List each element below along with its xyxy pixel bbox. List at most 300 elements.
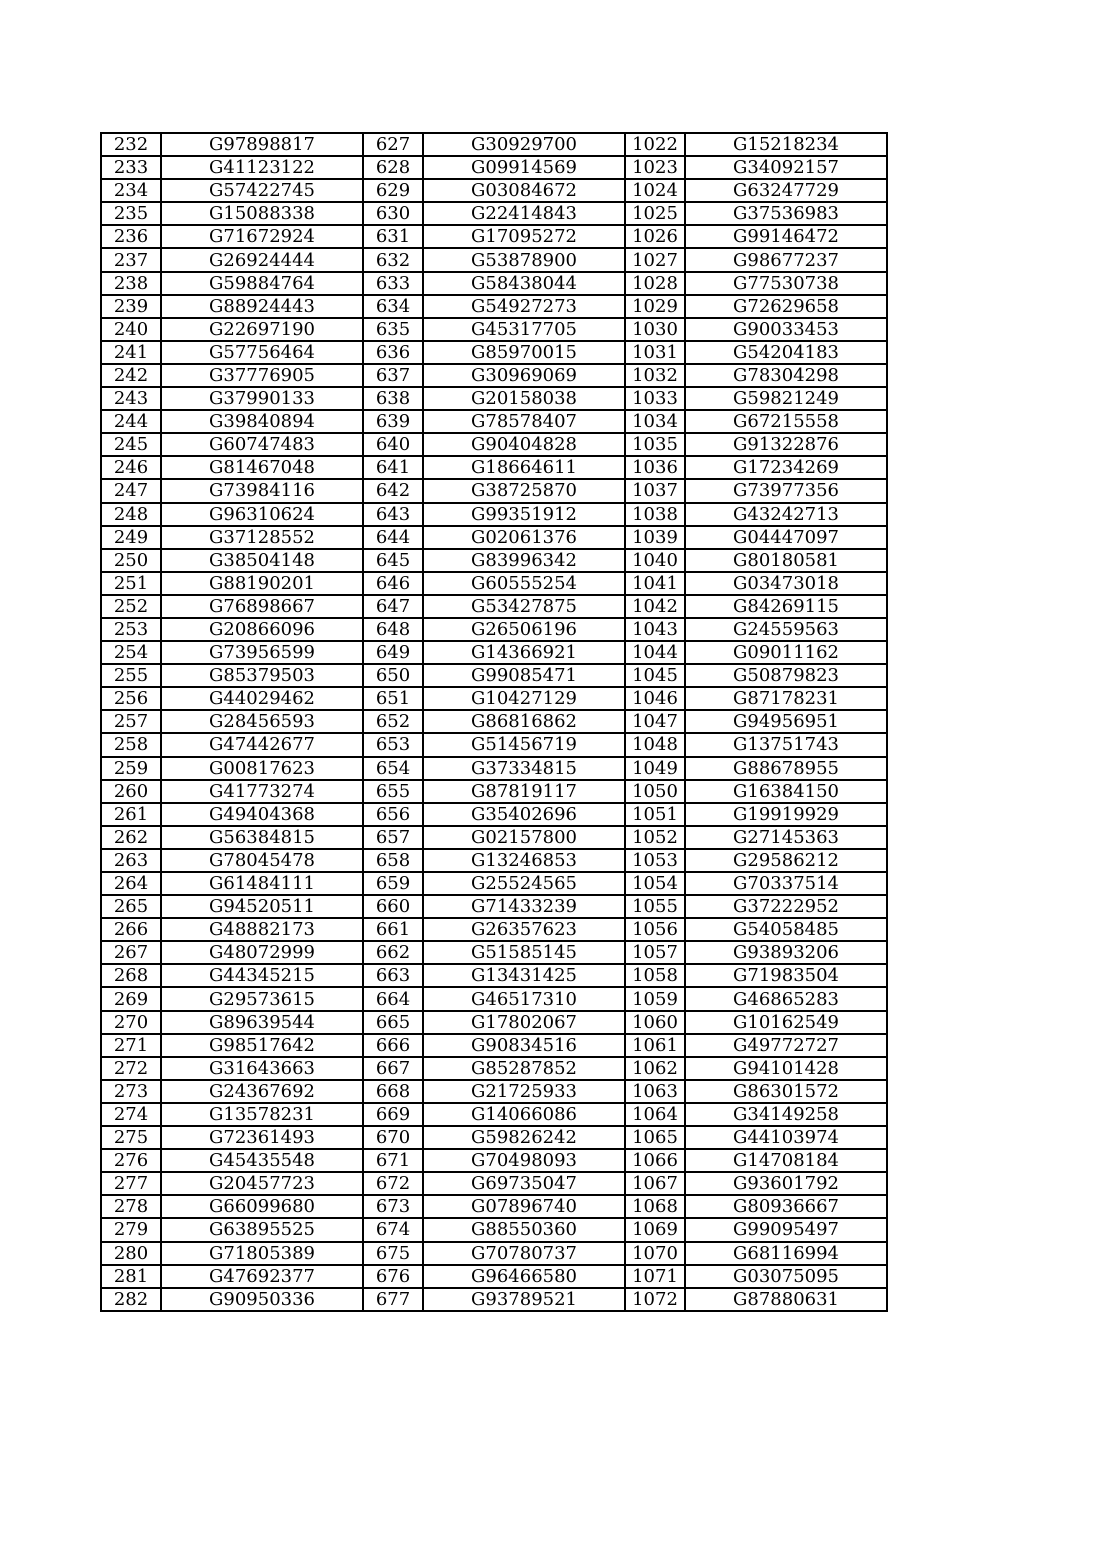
table-row (101, 826, 887, 849)
row-number-cell: 1055 (625, 895, 685, 918)
code-cell: G03075095 (685, 1265, 887, 1288)
row-number-cell: 1072 (625, 1288, 685, 1311)
code-cell: G93601792 (685, 1172, 887, 1195)
code-cell: G25524565 (423, 872, 625, 895)
row-number-cell: 631 (363, 225, 423, 248)
code-cell: G16384150 (685, 780, 887, 803)
row-number-cell: 1023 (625, 156, 685, 179)
code-cell: G69735047 (423, 1172, 625, 1195)
row-number-cell: 647 (363, 595, 423, 618)
table-row (101, 780, 887, 803)
code-cell: G87819117 (423, 780, 625, 803)
code-cell: G46865283 (685, 987, 887, 1010)
code-cell: G46517310 (423, 987, 625, 1010)
code-cell: G37776905 (161, 364, 363, 387)
code-cell: G37334815 (423, 757, 625, 780)
code-cell: G78304298 (685, 364, 887, 387)
row-number-cell: 232 (101, 133, 161, 156)
code-cell: G18664611 (423, 456, 625, 479)
code-cell: G71672924 (161, 225, 363, 248)
row-number-cell: 658 (363, 849, 423, 872)
code-cell: G63895525 (161, 1218, 363, 1241)
row-number-cell: 667 (363, 1057, 423, 1080)
code-cell: G38504148 (161, 549, 363, 572)
row-number-cell: 662 (363, 941, 423, 964)
row-number-cell: 654 (363, 757, 423, 780)
row-number-cell: 650 (363, 664, 423, 687)
row-number-cell: 260 (101, 780, 161, 803)
code-cell: G30969069 (423, 364, 625, 387)
code-cell: G14708184 (685, 1149, 887, 1172)
table-row (101, 1080, 887, 1103)
code-cell: G90404828 (423, 433, 625, 456)
code-cell: G27145363 (685, 826, 887, 849)
row-number-cell: 1025 (625, 202, 685, 225)
table-row (101, 179, 887, 202)
row-number-cell: 656 (363, 803, 423, 826)
row-number-cell: 628 (363, 156, 423, 179)
row-number-cell: 1064 (625, 1103, 685, 1126)
code-cell: G70780737 (423, 1242, 625, 1265)
row-number-cell: 638 (363, 387, 423, 410)
code-cell: G60555254 (423, 572, 625, 595)
row-number-cell: 634 (363, 295, 423, 318)
table-row (101, 503, 887, 526)
code-cell: G90950336 (161, 1288, 363, 1311)
table-row (101, 618, 887, 641)
row-number-cell: 251 (101, 572, 161, 595)
code-cell: G72629658 (685, 295, 887, 318)
row-number-cell: 1031 (625, 341, 685, 364)
code-cell: G09011162 (685, 641, 887, 664)
row-number-cell: 1028 (625, 272, 685, 295)
code-cell: G09914569 (423, 156, 625, 179)
code-cell: G72361493 (161, 1126, 363, 1149)
table-row (101, 410, 887, 433)
code-cell: G91322876 (685, 433, 887, 456)
row-number-cell: 1050 (625, 780, 685, 803)
code-cell: G14366921 (423, 641, 625, 664)
row-number-cell: 666 (363, 1034, 423, 1057)
code-cell: G88924443 (161, 295, 363, 318)
code-cell: G17234269 (685, 456, 887, 479)
table-row (101, 387, 887, 410)
row-number-cell: 1042 (625, 595, 685, 618)
table-row (101, 133, 887, 156)
code-table (100, 132, 888, 1312)
table-row (101, 1218, 887, 1241)
code-cell: G54058485 (685, 918, 887, 941)
row-number-cell: 282 (101, 1288, 161, 1311)
table-row (101, 1034, 887, 1057)
row-number-cell: 261 (101, 803, 161, 826)
table-row (101, 757, 887, 780)
row-number-cell: 271 (101, 1034, 161, 1057)
code-cell: G34149258 (685, 1103, 887, 1126)
row-number-cell: 259 (101, 757, 161, 780)
code-cell: G93893206 (685, 941, 887, 964)
row-number-cell: 646 (363, 572, 423, 595)
row-number-cell: 239 (101, 295, 161, 318)
code-cell: G61484111 (161, 872, 363, 895)
row-number-cell: 657 (363, 826, 423, 849)
code-cell: G26506196 (423, 618, 625, 641)
table-row (101, 1242, 887, 1265)
row-number-cell: 1065 (625, 1126, 685, 1149)
code-cell: G77530738 (685, 272, 887, 295)
table-row (101, 987, 887, 1010)
table-row (101, 918, 887, 941)
code-cell: G37536983 (685, 202, 887, 225)
code-cell: G17802067 (423, 1011, 625, 1034)
code-cell: G88550360 (423, 1218, 625, 1241)
code-cell: G44103974 (685, 1126, 887, 1149)
table-row (101, 641, 887, 664)
code-cell: G29586212 (685, 849, 887, 872)
table-row (101, 964, 887, 987)
code-cell: G85379503 (161, 664, 363, 687)
row-number-cell: 1067 (625, 1172, 685, 1195)
row-number-cell: 1071 (625, 1265, 685, 1288)
row-number-cell: 1051 (625, 803, 685, 826)
row-number-cell: 248 (101, 503, 161, 526)
row-number-cell: 1060 (625, 1011, 685, 1034)
row-number-cell: 639 (363, 410, 423, 433)
code-cell: G24367692 (161, 1080, 363, 1103)
code-cell: G85287852 (423, 1057, 625, 1080)
table-row (101, 1172, 887, 1195)
row-number-cell: 642 (363, 479, 423, 502)
table-row (101, 1149, 887, 1172)
code-cell: G88190201 (161, 572, 363, 595)
row-number-cell: 655 (363, 780, 423, 803)
row-number-cell: 1022 (625, 133, 685, 156)
row-number-cell: 1053 (625, 849, 685, 872)
row-number-cell: 246 (101, 456, 161, 479)
row-number-cell: 673 (363, 1195, 423, 1218)
table-row (101, 341, 887, 364)
code-cell: G71805389 (161, 1242, 363, 1265)
row-number-cell: 1035 (625, 433, 685, 456)
row-number-cell: 661 (363, 918, 423, 941)
code-cell: G53427875 (423, 595, 625, 618)
row-number-cell: 1048 (625, 733, 685, 756)
table-row (101, 1126, 887, 1149)
row-number-cell: 244 (101, 410, 161, 433)
row-number-cell: 1057 (625, 941, 685, 964)
table-row (101, 295, 887, 318)
code-cell: G51456719 (423, 733, 625, 756)
code-cell: G85970015 (423, 341, 625, 364)
row-number-cell: 663 (363, 964, 423, 987)
table-row (101, 272, 887, 295)
row-number-cell: 629 (363, 179, 423, 202)
code-cell: G99351912 (423, 503, 625, 526)
code-cell: G81467048 (161, 456, 363, 479)
code-cell: G59826242 (423, 1126, 625, 1149)
row-number-cell: 1066 (625, 1149, 685, 1172)
row-number-cell: 1034 (625, 410, 685, 433)
code-cell: G19919929 (685, 803, 887, 826)
row-number-cell: 674 (363, 1218, 423, 1241)
row-number-cell: 268 (101, 964, 161, 987)
row-number-cell: 632 (363, 248, 423, 271)
row-number-cell: 265 (101, 895, 161, 918)
code-cell: G21725933 (423, 1080, 625, 1103)
row-number-cell: 1029 (625, 295, 685, 318)
code-cell: G41123122 (161, 156, 363, 179)
row-number-cell: 659 (363, 872, 423, 895)
table-row (101, 364, 887, 387)
code-cell: G87178231 (685, 687, 887, 710)
code-cell: G03473018 (685, 572, 887, 595)
code-cell: G50879823 (685, 664, 887, 687)
table-row (101, 941, 887, 964)
table-row (101, 479, 887, 502)
code-cell: G39840894 (161, 410, 363, 433)
row-number-cell: 1059 (625, 987, 685, 1010)
row-number-cell: 637 (363, 364, 423, 387)
row-number-cell: 243 (101, 387, 161, 410)
row-number-cell: 670 (363, 1126, 423, 1149)
table-row (101, 572, 887, 595)
row-number-cell: 1054 (625, 872, 685, 895)
row-number-cell: 1026 (625, 225, 685, 248)
code-cell: G03084672 (423, 179, 625, 202)
row-number-cell: 234 (101, 179, 161, 202)
code-cell: G73977356 (685, 479, 887, 502)
code-cell: G70498093 (423, 1149, 625, 1172)
row-number-cell: 1038 (625, 503, 685, 526)
row-number-cell: 242 (101, 364, 161, 387)
code-cell: G97898817 (161, 133, 363, 156)
table-row (101, 849, 887, 872)
code-cell: G94520511 (161, 895, 363, 918)
code-cell: G31643663 (161, 1057, 363, 1080)
row-number-cell: 272 (101, 1057, 161, 1080)
row-number-cell: 643 (363, 503, 423, 526)
code-cell: G29573615 (161, 987, 363, 1010)
code-cell: G67215558 (685, 410, 887, 433)
code-cell: G59884764 (161, 272, 363, 295)
row-number-cell: 635 (363, 318, 423, 341)
code-cell: G98677237 (685, 248, 887, 271)
row-number-cell: 257 (101, 710, 161, 733)
row-number-cell: 278 (101, 1195, 161, 1218)
code-cell: G58438044 (423, 272, 625, 295)
code-cell: G26924444 (161, 248, 363, 271)
table-row (101, 664, 887, 687)
row-number-cell: 276 (101, 1149, 161, 1172)
code-cell: G15088338 (161, 202, 363, 225)
code-cell: G14066086 (423, 1103, 625, 1126)
table-row (101, 733, 887, 756)
code-cell: G96310624 (161, 503, 363, 526)
row-number-cell: 263 (101, 849, 161, 872)
code-cell: G66099680 (161, 1195, 363, 1218)
code-cell: G70337514 (685, 872, 887, 895)
code-cell: G93789521 (423, 1288, 625, 1311)
code-cell: G07896740 (423, 1195, 625, 1218)
row-number-cell: 665 (363, 1011, 423, 1034)
code-cell: G80180581 (685, 549, 887, 572)
code-cell: G54927273 (423, 295, 625, 318)
code-cell: G57422745 (161, 179, 363, 202)
row-number-cell: 1040 (625, 549, 685, 572)
row-number-cell: 1063 (625, 1080, 685, 1103)
row-number-cell: 1027 (625, 248, 685, 271)
code-cell: G10427129 (423, 687, 625, 710)
code-cell: G37990133 (161, 387, 363, 410)
row-number-cell: 1047 (625, 710, 685, 733)
table-row (101, 1195, 887, 1218)
row-number-cell: 266 (101, 918, 161, 941)
code-cell: G99095497 (685, 1218, 887, 1241)
code-cell: G35402696 (423, 803, 625, 826)
table-row (101, 1103, 887, 1126)
table-row (101, 595, 887, 618)
row-number-cell: 262 (101, 826, 161, 849)
row-number-cell: 1061 (625, 1034, 685, 1057)
code-cell: G48882173 (161, 918, 363, 941)
row-number-cell: 240 (101, 318, 161, 341)
row-number-cell: 676 (363, 1265, 423, 1288)
row-number-cell: 277 (101, 1172, 161, 1195)
code-cell: G13578231 (161, 1103, 363, 1126)
row-number-cell: 256 (101, 687, 161, 710)
row-number-cell: 668 (363, 1080, 423, 1103)
code-cell: G60747483 (161, 433, 363, 456)
row-number-cell: 235 (101, 202, 161, 225)
row-number-cell: 1032 (625, 364, 685, 387)
table-row (101, 1288, 887, 1311)
row-number-cell: 245 (101, 433, 161, 456)
code-cell: G76898667 (161, 595, 363, 618)
table-row (101, 456, 887, 479)
row-number-cell: 254 (101, 641, 161, 664)
row-number-cell: 1037 (625, 479, 685, 502)
code-cell: G28456593 (161, 710, 363, 733)
code-cell: G04447097 (685, 526, 887, 549)
code-cell: G99146472 (685, 225, 887, 248)
code-table-body (101, 133, 887, 1311)
code-cell: G44345215 (161, 964, 363, 987)
row-number-cell: 241 (101, 341, 161, 364)
row-number-cell: 649 (363, 641, 423, 664)
row-number-cell: 1052 (625, 826, 685, 849)
row-number-cell: 264 (101, 872, 161, 895)
row-number-cell: 279 (101, 1218, 161, 1241)
code-cell: G86301572 (685, 1080, 887, 1103)
code-cell: G94956951 (685, 710, 887, 733)
code-cell: G87880631 (685, 1288, 887, 1311)
code-cell: G20457723 (161, 1172, 363, 1195)
row-number-cell: 1043 (625, 618, 685, 641)
code-cell: G10162549 (685, 1011, 887, 1034)
code-cell: G78578407 (423, 410, 625, 433)
code-cell: G90033453 (685, 318, 887, 341)
row-number-cell: 627 (363, 133, 423, 156)
code-cell: G88678955 (685, 757, 887, 780)
row-number-cell: 274 (101, 1103, 161, 1126)
row-number-cell: 677 (363, 1288, 423, 1311)
row-number-cell: 640 (363, 433, 423, 456)
code-cell: G98517642 (161, 1034, 363, 1057)
code-cell: G86816862 (423, 710, 625, 733)
table-row (101, 433, 887, 456)
code-cell: G38725870 (423, 479, 625, 502)
row-number-cell: 653 (363, 733, 423, 756)
code-cell: G20866096 (161, 618, 363, 641)
code-cell: G37128552 (161, 526, 363, 549)
code-cell: G68116994 (685, 1242, 887, 1265)
row-number-cell: 280 (101, 1242, 161, 1265)
row-number-cell: 671 (363, 1149, 423, 1172)
code-cell: G15218234 (685, 133, 887, 156)
table-row (101, 803, 887, 826)
row-number-cell: 1058 (625, 964, 685, 987)
code-cell: G48072999 (161, 941, 363, 964)
code-cell: G17095272 (423, 225, 625, 248)
row-number-cell: 641 (363, 456, 423, 479)
code-cell: G22414843 (423, 202, 625, 225)
row-number-cell: 648 (363, 618, 423, 641)
row-number-cell: 269 (101, 987, 161, 1010)
code-cell: G94101428 (685, 1057, 887, 1080)
code-cell: G56384815 (161, 826, 363, 849)
row-number-cell: 1039 (625, 526, 685, 549)
code-cell: G20158038 (423, 387, 625, 410)
row-number-cell: 633 (363, 272, 423, 295)
code-cell: G24559563 (685, 618, 887, 641)
code-cell: G22697190 (161, 318, 363, 341)
row-number-cell: 247 (101, 479, 161, 502)
table-row (101, 1057, 887, 1080)
row-number-cell: 237 (101, 248, 161, 271)
code-cell: G57756464 (161, 341, 363, 364)
table-row (101, 526, 887, 549)
row-number-cell: 253 (101, 618, 161, 641)
row-number-cell: 1030 (625, 318, 685, 341)
table-row (101, 872, 887, 895)
row-number-cell: 652 (363, 710, 423, 733)
code-cell: G53878900 (423, 248, 625, 271)
code-cell: G47692377 (161, 1265, 363, 1288)
row-number-cell: 644 (363, 526, 423, 549)
row-number-cell: 233 (101, 156, 161, 179)
code-cell: G00817623 (161, 757, 363, 780)
row-number-cell: 273 (101, 1080, 161, 1103)
row-number-cell: 1070 (625, 1242, 685, 1265)
row-number-cell: 238 (101, 272, 161, 295)
row-number-cell: 275 (101, 1126, 161, 1149)
row-number-cell: 1068 (625, 1195, 685, 1218)
row-number-cell: 675 (363, 1242, 423, 1265)
code-cell: G37222952 (685, 895, 887, 918)
code-cell: G49772727 (685, 1034, 887, 1057)
row-number-cell: 1045 (625, 664, 685, 687)
row-number-cell: 1069 (625, 1218, 685, 1241)
code-cell: G84269115 (685, 595, 887, 618)
table-row (101, 1011, 887, 1034)
row-number-cell: 636 (363, 341, 423, 364)
table-row (101, 248, 887, 271)
code-cell: G59821249 (685, 387, 887, 410)
code-cell: G78045478 (161, 849, 363, 872)
row-number-cell: 1046 (625, 687, 685, 710)
code-cell: G41773274 (161, 780, 363, 803)
code-cell: G71433239 (423, 895, 625, 918)
